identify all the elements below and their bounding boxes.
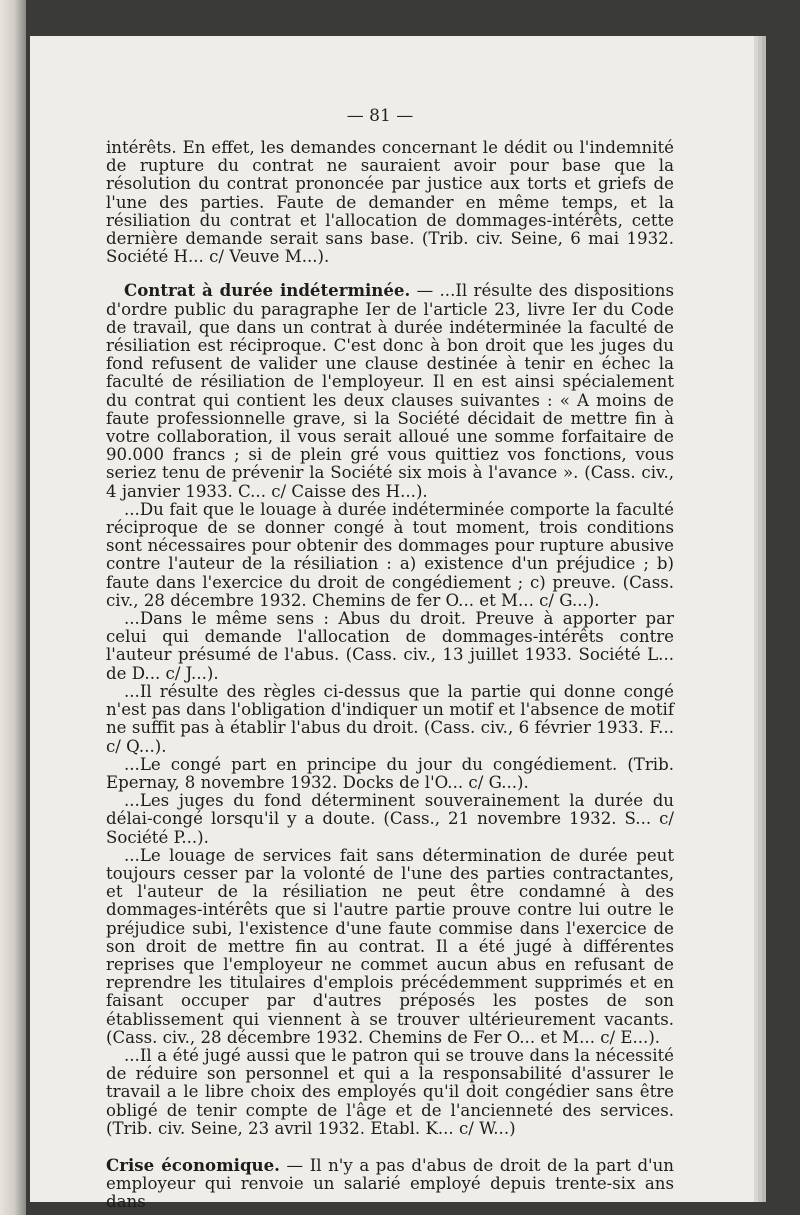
paragraph-text: ...Dans le même sens : Abus du droit. Preuve à apporter par celui qui demande l'allocation de dommages-intérêts contre l'auteur présumé de l'abus. (Cass. civ., 13 juillet 1933. Société L... de D... c/ J...). (106, 609, 674, 683)
paragraph-text: ...Du fait que le louage à durée indéterminée comporte la faculté réciproque de se donner congé à tout moment, trois conditions sont nécessaires pour obtenir des dommages pour rupture abusive contre l'auteur de la résiliation : a) existence d'un préjudice ; b) faute dans l'exercice du droit de congédiement ; c) preuve. (Cass. civ., 28 décembre 1932. Chemins de fer O... et M... c/ G...). (106, 499, 674, 610)
paragraph-text: — Il n'y a pas d'abus de droit de la part d'un employeur qui renvoie un salarié employé depuis trente-six ans dans (106, 1155, 674, 1212)
paragraph (106, 1047, 674, 1138)
book-page (30, 36, 754, 1212)
body-text (106, 139, 674, 1212)
paragraph-text: ...Il résulte des règles ci-dessus que la partie qui donne congé n'est pas dans l'obligation d'indiquer un motif et l'absence de motif ne suffit pas à établir l'abus du droit. (Cass. civ., 6 février 1933. F... c/ Q...). (106, 681, 674, 756)
paragraph (106, 756, 674, 792)
paragraph-text: intérêts. En effet, les demandes concernant le dédit ou l'indemnité de rupture du contrat ne sauraient avoir pour base que la résolution du contrat prononcée par justice aux torts et griefs de l'une des parties. Faute de demander en même temps, et la résiliation du contrat et l'allocation de dommages-intérêts, cette dernière demande serait sans base. (Trib. civ. Seine, 6 mai 1932. Société H... c/ Veuve M...). (106, 138, 674, 267)
paragraph (106, 792, 674, 847)
paragraph-text: ...Il a été jugé aussi que le patron qui se trouve dans la nécessité de réduire son personnel et qui a la responsabilité d'assurer le travail a le libre choix des employés qu'il doit congédier sans être obligé de tenir compte de l'âge et de l'ancienneté des services. (Trib. civ. Seine, 23 avril 1932. Etabl. K... c/ W...) (106, 1045, 674, 1138)
paragraph (106, 847, 674, 1047)
paragraph (106, 501, 674, 610)
section-heading: Crise économique. (106, 1154, 280, 1175)
paragraph (106, 1156, 674, 1212)
paragraph (106, 610, 674, 683)
paragraph-text: ...Les juges du fond déterminent souverainement la durée du délai-congé lorsqu'il y a doute. (Cass., 21 novembre 1932. S... c/ Société P...). (106, 791, 674, 847)
page-number: — 81 — (346, 106, 414, 126)
page-stack-edge (754, 40, 766, 1200)
paragraph-text: ...Le congé part en principe du jour du congédiement. (Trib. Epernay, 8 novembre 1932. Docks de l'O... c/ G...). (106, 754, 674, 792)
paragraph-text: ...Le louage de services fait sans détermination de durée peut toujours cesser par la volonté de l'une des parties contractantes, et l'auteur de la résiliation ne peut être condamné à des dommages-intérêts que si l'autre partie prouve contre lui outre le préjudice subi, l'existence d'une faute commise dans l'exercice de son droit de mettre fin au contrat. Il a été jugé à différentes reprises que l'employeur ne commet aucun abus en refusant de reprendre les titulaires d'emplois précédemment supprimés et en faisant occuper par d'autres préposés les postes de son établissement qui viennent à se trouver ultérieurement vacants. (Cass. civ., 28 décembre 1932. Chemins de Fer O... et M... c/ E...). (106, 845, 674, 1047)
section-heading: Contrat à durée indéterminée. (124, 280, 411, 301)
paragraph (106, 281, 674, 500)
paragraph-text: — ...Il résulte des dispositions d'ordre public du paragraphe Ier de l'article 23, livre Ier du Code de travail, que dans un contrat à durée indéterminée la faculté de résiliation est réciproque. C'est donc à bon droit que les juges du fond refusent de valider une clause destinée à tenir en échec la faculté de résiliation de l'employeur. Il en est ainsi spécialement du contrat qui contient les deux clauses suivantes : « A moins de faute professionnelle grave, si la Société décidait de mettre fin à votre collaboration, il vous serait alloué une somme forfaitaire de 90.000 francs ; si de plein gré vous quittiez vos fonctions, vous seriez tenu de prévenir la Société six mois à l'avance ». (Cass. civ., 4 janvier 1933. C... c/ Caisse des H...). (106, 281, 674, 501)
paragraph (106, 683, 674, 756)
left-page-edge (0, 0, 26, 1215)
paragraph (106, 139, 674, 266)
